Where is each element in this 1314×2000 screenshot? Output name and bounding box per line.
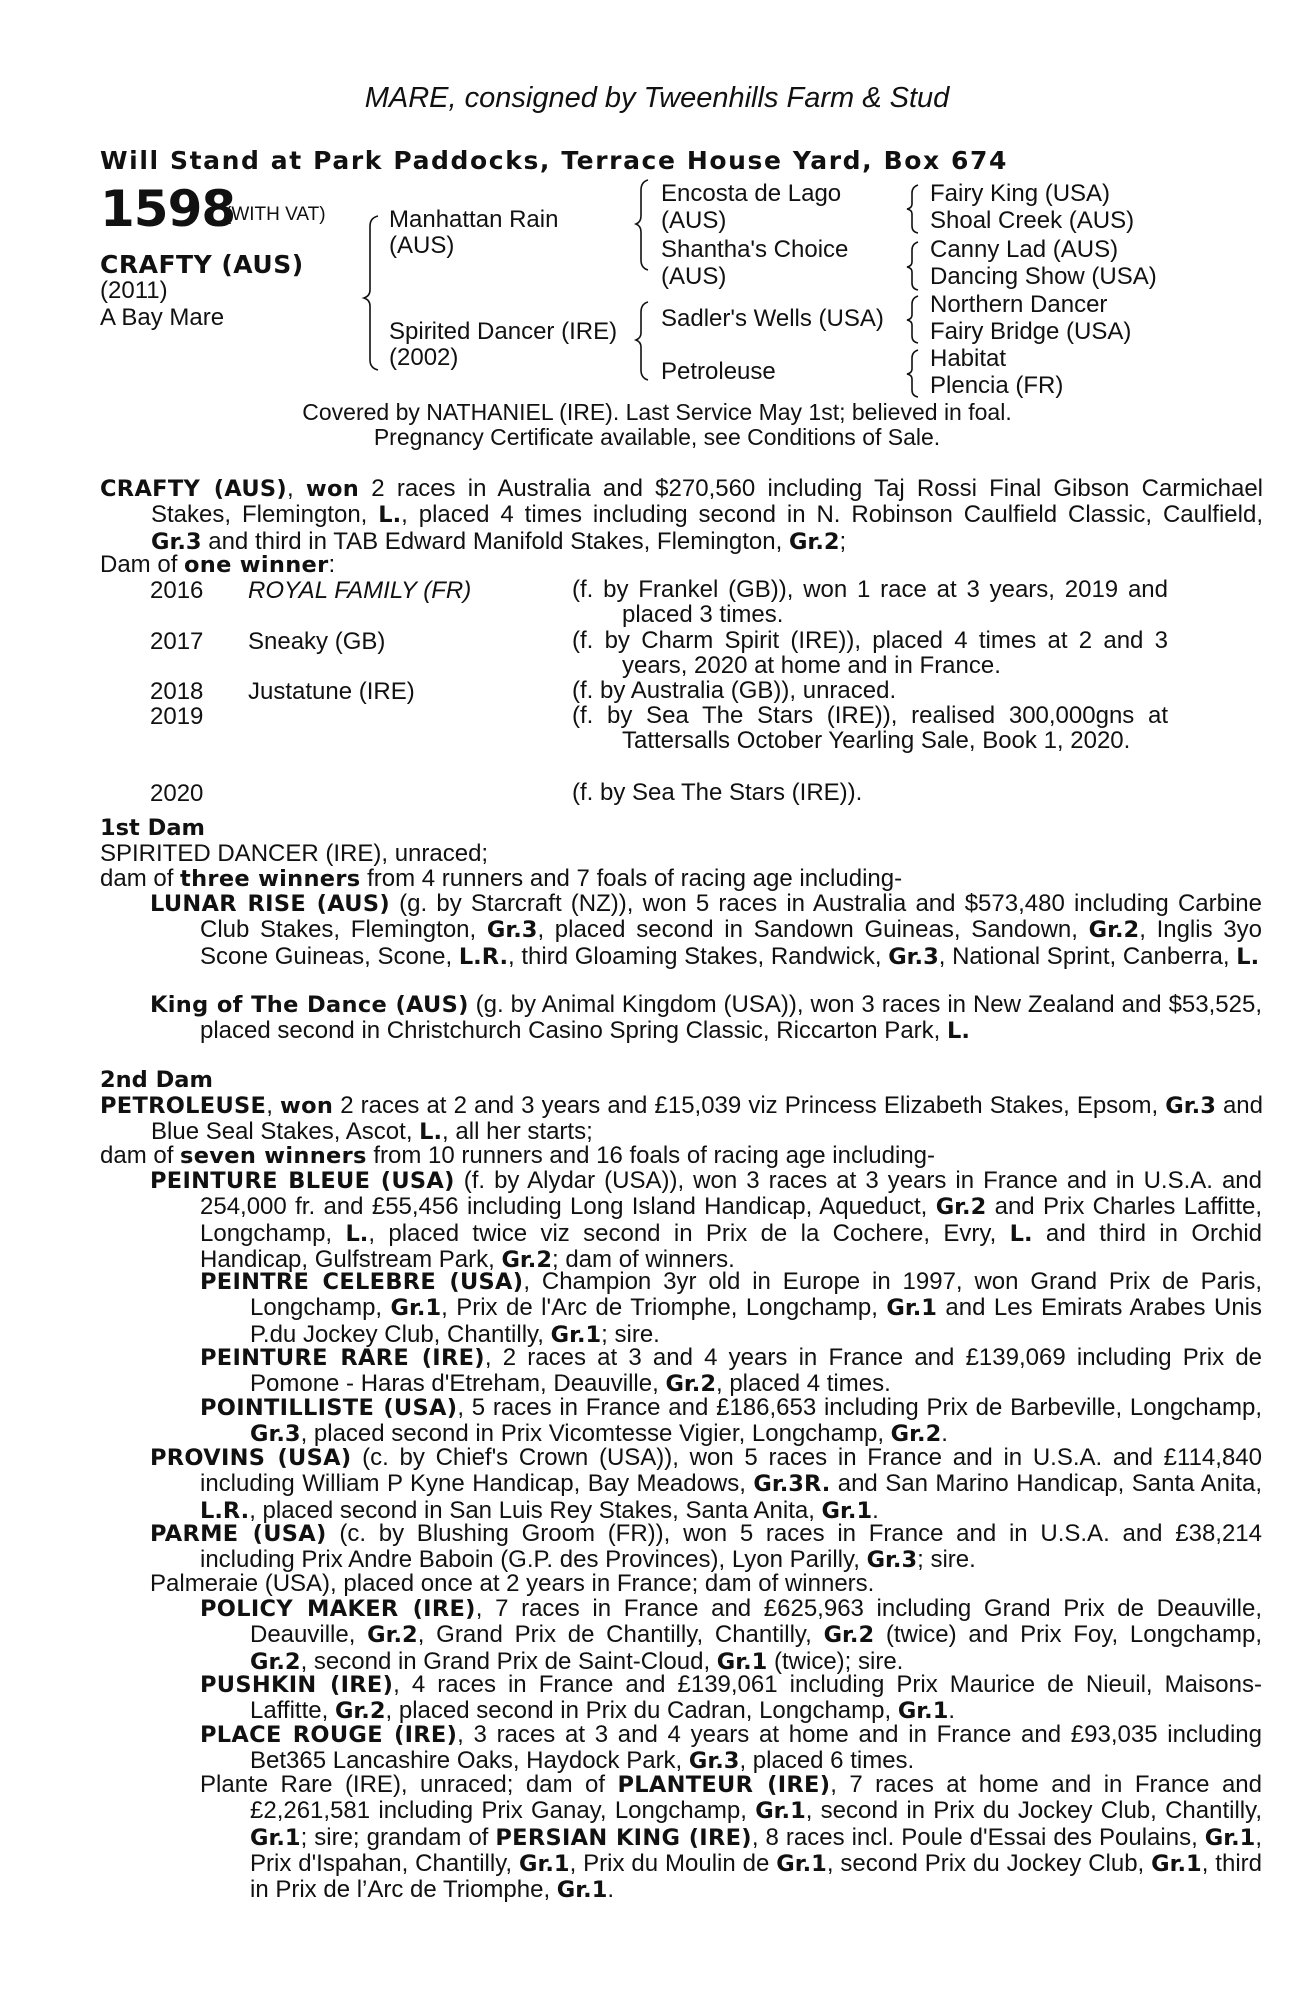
progeny-entry: PEINTRE CELEBRE (USA), Champion 3yr old in Europe in 1997, won Grand Prix de Paris, Longchamp, Gr.1, Prix de l'Arc de Triomphe, Longchamp, Gr.1 and Les Emirats Arabes Unis P.du Jockey Club, Chantilly, Gr.1; sire. [200, 1268, 1262, 1348]
pedigree-sire-sire: Encosta de Lago [661, 180, 842, 207]
progeny-entry: PROVINS (USA) (c. by Chief's Crown (USA)), won 5 races in France and in U.S.A. and £114,840 including William P Kyne Handicap, Bay Meadows, Gr.3R. and San Marino Handicap, Santa Anita, L.R., placed second in San Luis Rey Stakes, Santa Anita, Gr.1. [150, 1444, 1262, 1524]
produce-description: (f. by Australia (GB)), unraced. [572, 677, 897, 704]
pregnancy-line: Pregnancy Certificate available, see Conditions of Sale. [373, 424, 941, 450]
covered-line: Covered by NATHANIEL (IRE). Last Service May 1st; believed in foal. [302, 399, 1012, 425]
produce-description: (f. by Charm Spirit (IRE)), placed 4 times at 2 and 3 years, 2020 at home and in France. [572, 627, 1168, 680]
horse-year: (2011) [100, 277, 168, 304]
location-line: Will Stand at Park Paddocks, Terrace House Yard, Box 674 [100, 146, 1009, 175]
pedigree-g8: Plencia (FR) [930, 372, 1064, 399]
pedigree-sire-sire-country: (AUS) [661, 207, 727, 234]
pedigree-g5: Northern Dancer [930, 291, 1108, 318]
progeny-entry: POLICY MAKER (IRE), 7 races in France and £625,963 including Grand Prix de Deauville, Deauville, Gr.2, Grand Prix de Chantilly, Chantilly, Gr.2 (twice) and Prix Foy, Longchamp, Gr.2, second in Grand Prix de Saint-Cloud, Gr.1 (twice); sire. [200, 1595, 1263, 1675]
pedigree-sire-dam: Shantha's Choice [661, 236, 849, 263]
progeny-entry: King of The Dance (AUS) (g. by Animal Kingdom (USA)), won 3 races in New Zealand and $53,525, placed second in Christchurch Casino Spring Classic, Riccarton Park, L. [150, 991, 1262, 1045]
horse-description: A Bay Mare [100, 304, 225, 331]
first-dam-summary: dam of three winners from 4 runners and 7 foals of racing age including- [100, 865, 903, 892]
race-record-paragraph: CRAFTY (AUS), won 2 races in Australia and $270,560 including Taj Rossi Final Gibson Carmichael Stakes, Flemington, L., placed 4 times including second in N. Robinson Caulfield Classic, Caulfield, Gr.3 and third in TAB Edward Manifold Stakes, Flemington, Gr.2; [100, 475, 1263, 555]
second-dam-summary: dam of seven winners from 10 runners and 16 foals of racing age including- [100, 1142, 936, 1169]
progeny-entry: PEINTURE BLEUE (USA) (f. by Alydar (USA)), won 3 races at 3 years in France and in U.S.A. and 254,000 fr. and £55,456 including Long Island Handicap, Aqueduct, Gr.2 and Prix Charles Laffitte, Longchamp, L., placed twice viz second in Prix de la Cochere, Evry, L. and third in Orchid Handicap, Gulfstream Park, Gr.2; dam of winners. [150, 1167, 1263, 1273]
pedigree-dam-sire: Sadler's Wells (USA) [661, 305, 884, 332]
pedigree-g4: Dancing Show (USA) [930, 263, 1157, 290]
progeny-entry: Plante Rare (IRE), unraced; dam of PLANTEUR (IRE), 7 races at home and in France and £2,261,581 including Prix Ganay, Longchamp, Gr.1, second in Prix du Jockey Club, Chantilly, Gr.1; sire; grandam of PERSIAN KING (IRE), 8 races incl. Poule d'Essai des Poulains, Gr.1, Prix d'Ispahan, Chantilly, Gr.1, Prix du Moulin de Gr.1, second Prix du Jockey Club, Gr.1, third in Prix de l’Arc de Triomphe, Gr.1. [200, 1771, 1262, 1904]
produce-year: 2016 [150, 577, 204, 604]
pedigree-g2: Shoal Creek (AUS) [930, 207, 1135, 234]
progeny-entry: PEINTURE RARE (IRE), 2 races at 3 and 4 years in France and £139,069 including Prix de Pomone - Haras d'Etreham, Deauville, Gr.2, placed 4 times. [200, 1344, 1263, 1398]
progeny-entry: PARME (USA) (c. by Blushing Groom (FR)), won 5 races in France and in U.S.A. and £38,214 including Prix Andre Baboin (G.P. des Provinces), Lyon Parilly, Gr.3; sire. [150, 1520, 1263, 1574]
pedigree-sire-country: (AUS) [389, 232, 455, 259]
dam-of-line: Dam of one winner: [100, 551, 336, 578]
produce-year: 2017 [150, 628, 204, 655]
second-dam-record: PETROLEUSE, won 2 races at 2 and 3 years and £15,039 viz Princess Elizabeth Stakes, Epsom, Gr.3 and Blue Seal Stakes, Ascot, L., all her starts; [100, 1092, 1263, 1146]
lot-number: 1598 [100, 180, 236, 238]
pedigree-g1: Fairy King (USA) [930, 180, 1111, 207]
second-dam-heading: 2nd Dam [100, 1067, 213, 1093]
pedigree-sire-dam-country: (AUS) [661, 263, 727, 290]
produce-year: 2019 [150, 703, 204, 730]
progeny-entry: PLACE ROUGE (IRE), 3 races at 3 and 4 years at home and in France and £93,035 including Bet365 Lancashire Oaks, Haydock Park, Gr.3, placed 6 times. [200, 1721, 1262, 1775]
produce-description: (f. by Frankel (GB)), won 1 race at 3 years, 2019 and placed 3 times. [572, 576, 1168, 629]
progeny-entry: POINTILLISTE (USA), 5 races in France and £186,653 including Prix de Barbeville, Longchamp, Gr.3, placed second in Prix Vicomtesse Vigier, Longchamp, Gr.2. [200, 1394, 1262, 1448]
progeny-entry: PUSHKIN (IRE), 4 races in France and £139,061 including Prix Maurice de Nieuil, Maisons-Laffitte, Gr.2, placed second in Prix du Cadran, Longchamp, Gr.1. [200, 1671, 1262, 1725]
pedigree-g3: Canny Lad (AUS) [930, 236, 1119, 263]
pedigree-dam-dam: Petroleuse [661, 358, 776, 385]
vat-note: (WITH VAT) [225, 204, 326, 225]
produce-name: ROYAL FAMILY (FR) [248, 577, 472, 604]
pedigree-g7: Habitat [930, 345, 1007, 372]
produce-description: (f. by Sea The Stars (IRE)), realised 300,000gns at Tattersalls October Yearling Sale, Book 1, 2020. [572, 702, 1168, 755]
consignor-line: MARE, consigned by Tweenhills Farm & Stud [364, 82, 950, 114]
first-dam-name: SPIRITED DANCER (IRE), unraced; [100, 840, 489, 867]
produce-name: Sneaky (GB) [248, 628, 386, 655]
first-dam-heading: 1st Dam [100, 815, 205, 841]
pedigree-dam-year: (2002) [389, 344, 459, 371]
produce-description: (f. by Sea The Stars (IRE)). [572, 779, 863, 806]
horse-name: CRAFTY (AUS) [100, 250, 304, 279]
pedigree-sire: Manhattan Rain [389, 206, 559, 233]
produce-year: 2018 [150, 678, 204, 705]
progeny-entry: LUNAR RISE (AUS) (g. by Starcraft (NZ)), won 5 races in Australia and $573,480 including Carbine Club Stakes, Flemington, Gr.3, placed second in Sandown Guineas, Sandown, Gr.2, Inglis 3yo Scone Guineas, Scone, L.R., third Gloaming Stakes, Randwick, Gr.3, National Sprint, Canberra, L. [150, 890, 1262, 970]
progeny-entry: Palmeraie (USA), placed once at 2 years in France; dam of winners. [150, 1570, 875, 1597]
pedigree-dam: Spirited Dancer (IRE) [389, 318, 618, 345]
produce-year: 2020 [150, 780, 204, 807]
produce-name: Justatune (IRE) [248, 678, 415, 705]
pedigree-g6: Fairy Bridge (USA) [930, 318, 1132, 345]
